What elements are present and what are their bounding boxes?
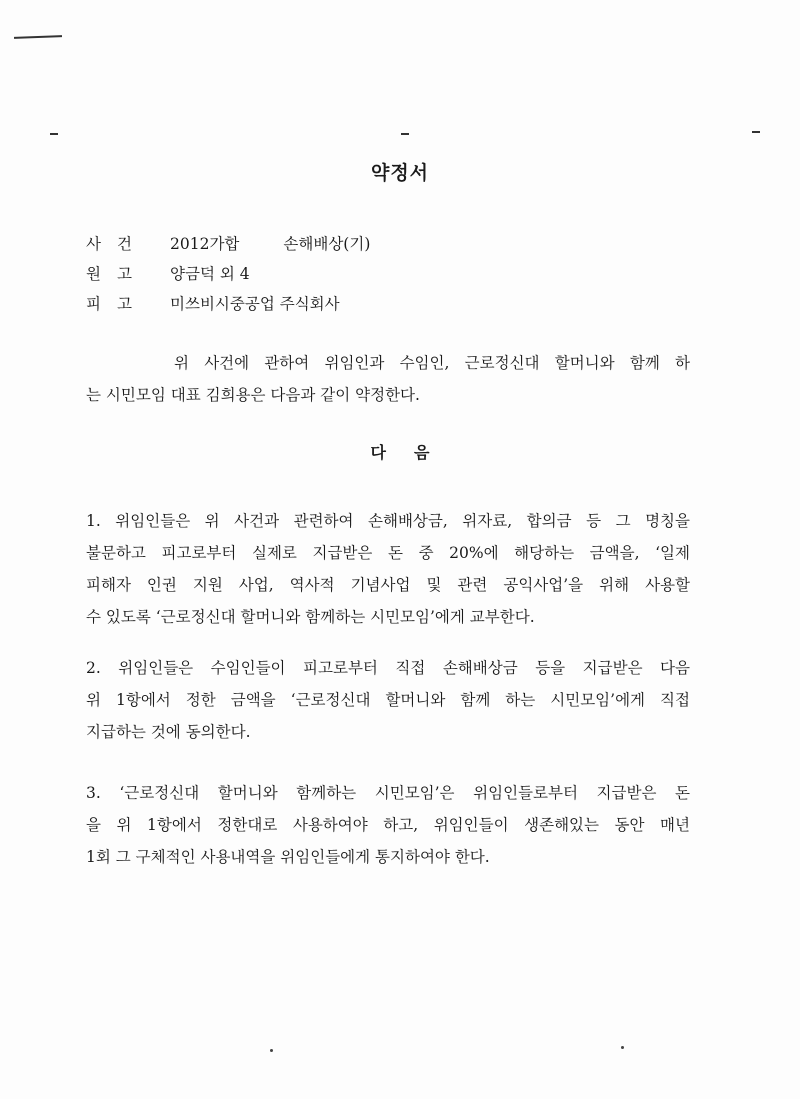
- case-number: 2012가합: [170, 235, 240, 253]
- intro-line: 위 사건에 관하여 위임인과 수임인, 근로정신대 할머니와 함께 하: [174, 354, 690, 372]
- clause-line: 2. 위임인들은 수임인들이 피고로부터 직접 손해배상금 등을 지급받은 다음: [86, 659, 690, 677]
- intro-line: 는 시민모임 대표 김희용은 다음과 같이 약정한다.: [86, 386, 420, 404]
- clause-line: 1회 그 구체적인 사용내역을 위임인들에게 통지하여야 한다.: [86, 848, 490, 866]
- scan-dot: [270, 1049, 273, 1052]
- scan-mark: [752, 131, 760, 133]
- clause-line: 불문하고 피고로부터 실제로 지급받은 돈 중 20%에 해당하는 금액을, ‘일제: [86, 544, 690, 562]
- case-type: 손해배상(기): [283, 235, 371, 253]
- clause-2: [86, 652, 690, 748]
- section-heading: 다 음: [370, 443, 430, 462]
- scan-mark: [401, 133, 409, 135]
- document-title: 약정서: [370, 162, 430, 184]
- clause-line: 1. 위임인들은 위 사건과 관련하여 손해배상금, 위자료, 합의금 등 그 명칭을: [86, 512, 690, 530]
- scan-mark: [14, 35, 62, 39]
- clause-line: 을 위 1항에서 정한대로 사용하여야 하고, 위임인들이 생존해있는 동안 매년: [86, 816, 690, 834]
- case-label: 원 고: [86, 265, 132, 283]
- clause-1: [86, 505, 690, 633]
- clause-line: 위 1항에서 정한 금액을 ‘근로정신대 할머니와 함께 하는 시민모임’에게 직접: [86, 691, 690, 709]
- scan-dot: [621, 1046, 624, 1049]
- clause-line: 수 있도록 ‘근로정신대 할머니와 함께하는 시민모임’에게 교부한다.: [86, 608, 535, 626]
- case-label: 피 고: [86, 295, 132, 313]
- intro-paragraph: [86, 347, 690, 411]
- case-info: [86, 228, 370, 318]
- scan-mark: [50, 133, 58, 135]
- case-row-plaintiff: [86, 258, 370, 288]
- case-row-case: [86, 228, 370, 258]
- clause-line: 3. ‘근로정신대 할머니와 함께하는 시민모임’은 위임인들로부터 지급받은 돈: [86, 784, 690, 802]
- defendant-name: 미쓰비시중공업 주식회사: [170, 295, 340, 313]
- clause-3: [86, 777, 690, 873]
- case-row-defendant: [86, 288, 370, 318]
- plaintiff-name: 양금덕 외 4: [170, 265, 250, 283]
- clause-line: 지급하는 것에 동의한다.: [86, 723, 251, 741]
- clause-line: 피해자 인권 지원 사업, 역사적 기념사업 및 관련 공익사업’을 위해 사용할: [86, 576, 690, 594]
- case-label: 사 건: [86, 235, 132, 253]
